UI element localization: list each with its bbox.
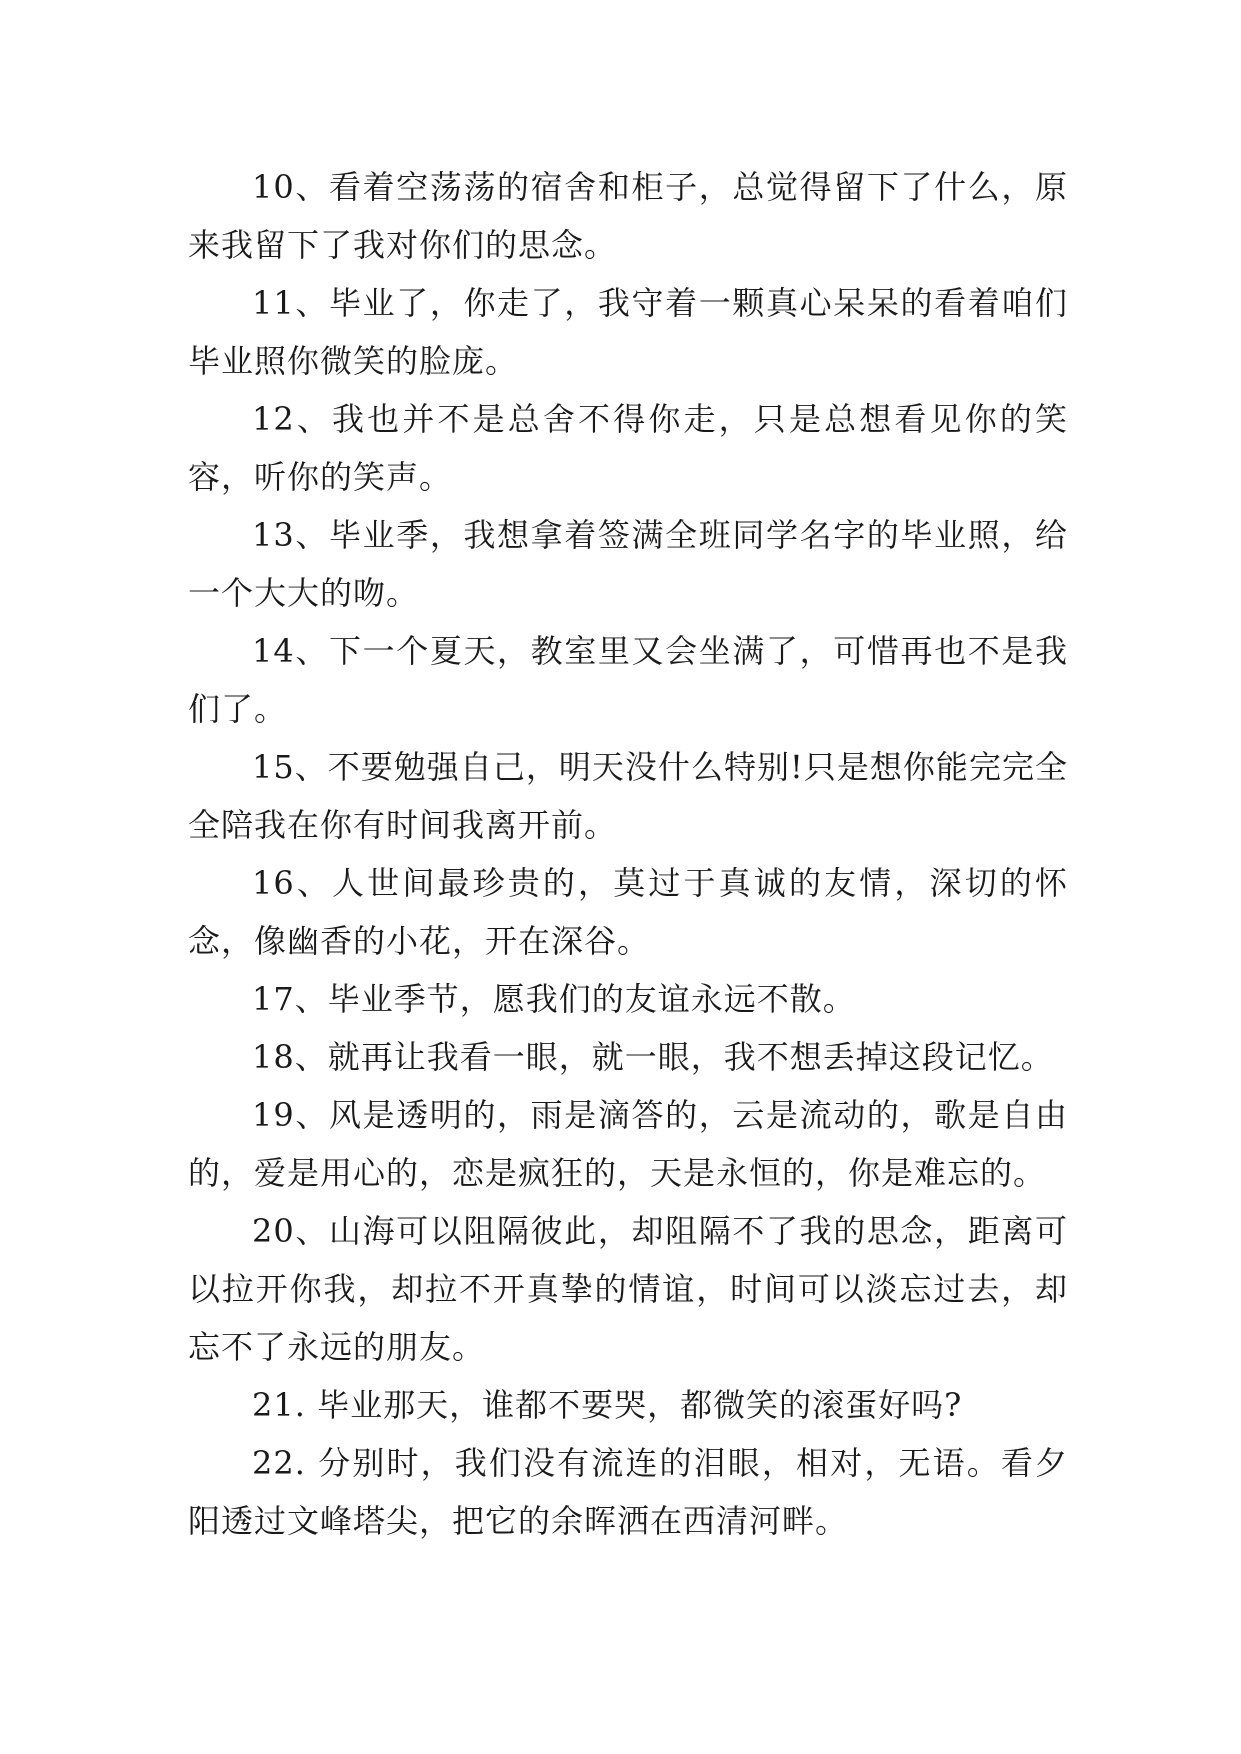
paragraph-13: 13、毕业季，我想拿着签满全班同学名字的毕业照，给一个大大的吻。 xyxy=(188,516,1068,612)
paragraph-10: 10、看着空荡荡的宿舍和柜子，总觉得留下了什么，原来我留下了我对你们的思念。 xyxy=(188,168,1068,264)
paragraph-19: 19、风是透明的，雨是滴答的，云是流动的，歌是自由的，爱是用心的，恋是疯狂的，天是永恒的，你是难忘的。 xyxy=(188,1096,1068,1192)
paragraph-18: 18、就再让我看一眼，就一眼，我不想丢掉这段记忆。 xyxy=(252,1038,1054,1076)
paragraph-20: 20、山海可以阻隔彼此，却阻隔不了我的思念，距离可以拉开你我，却拉不开真挚的情谊，时间可以淡忘过去，却忘不了永远的朋友。 xyxy=(188,1212,1068,1366)
paragraph-14: 14、下一个夏天，教室里又会坐满了，可惜再也不是我们了。 xyxy=(188,632,1068,728)
paragraph-12: 12、我也并不是总舍不得你走，只是总想看见你的笑容，听你的笑声。 xyxy=(188,400,1068,496)
paragraph-21: 21. 毕业那天，谁都不要哭，都微笑的滚蛋好吗? xyxy=(252,1386,963,1424)
paragraph-17: 17、毕业季节，愿我们的友谊永远不散。 xyxy=(252,980,856,1018)
paragraph-15: 15、不要勉强自己，明天没什么特别!只是想你能完完全全陪我在你有时间我离开前。 xyxy=(188,748,1068,844)
paragraph-22: 22. 分别时，我们没有流连的泪眼，相对，无语。看夕阳透过文峰塔尖，把它的余晖洒在西清河畔。 xyxy=(188,1444,1068,1540)
paragraph-11: 11、毕业了，你走了，我守着一颗真心呆呆的看着咱们毕业照你微笑的脸庞。 xyxy=(188,284,1068,380)
document-body xyxy=(188,158,1068,1550)
paragraph-16: 16、人世间最珍贵的，莫过于真诚的友情，深切的怀念，像幽香的小花，开在深谷。 xyxy=(188,864,1068,960)
